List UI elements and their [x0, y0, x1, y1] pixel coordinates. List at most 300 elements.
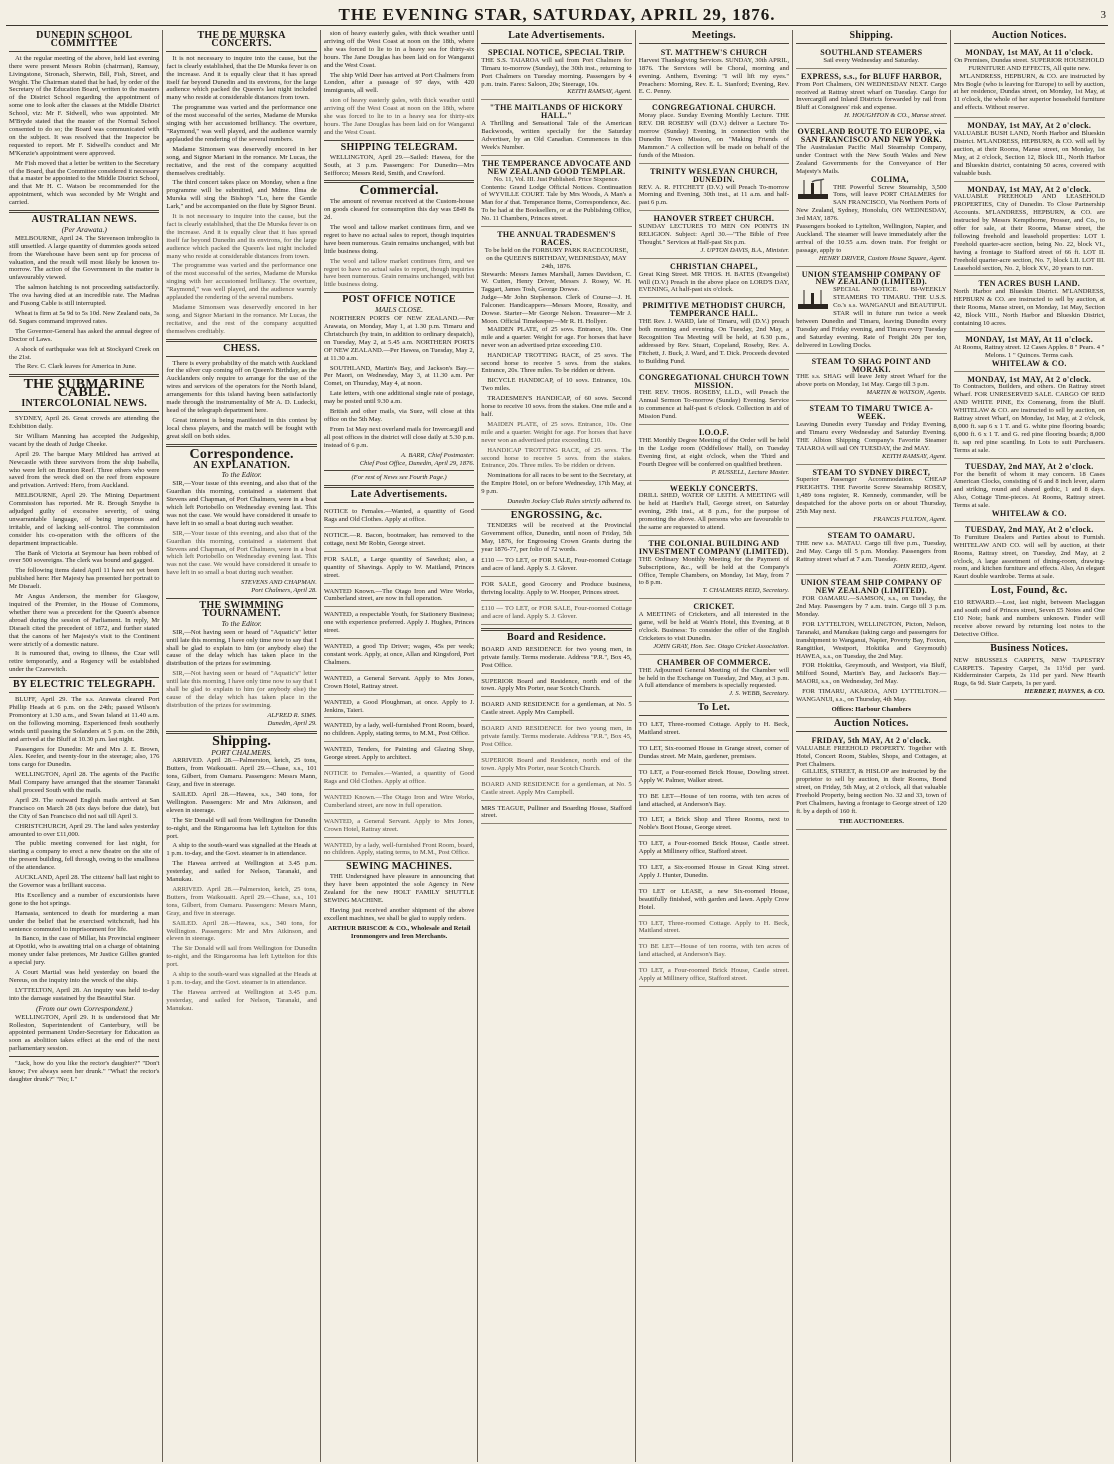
signature: MARTIN & WATSON, Agents.: [866, 389, 947, 397]
headline: Late Advertisements.: [350, 489, 448, 501]
ad-heading: CHRISTIAN CHAPEL,: [670, 261, 758, 271]
article-paragraph: April 29. The outward English mails arrived at San Francisco on March 28 (six days before due date), but the City of San Francisco did not sail till April 3.: [9, 796, 160, 820]
headline: SHIPPING TELEGRAM.: [340, 141, 458, 153]
ad-heading: PRIMITIVE METHODIST CHURCH, TEMPERANCE HALL.: [642, 301, 786, 319]
ad-text: On Premises, Dundas street. SUPERIOR HOUSEHOLD FURNITURE AND EFFECTS, All quite new.: [954, 56, 1105, 72]
column-1: [6, 30, 163, 1462]
article-paragraph: WELLINGTON, April 29.—Sailed: Hawea, for the South, at 3 p.m. Passengers: For Dunedin—Mrs Seifforco; Messrs Reid, Smith, and Crawford.: [323, 153, 475, 177]
ad-text: MAIDEN PLATE, of 25 sovs. Entrance, 10s. One mile and a quarter. Weight for age. For horses that have never won an advertised prize exceeding £10.: [481, 325, 632, 349]
classified-ad: WANTED, a General Servant. Apply to Mrs Jones, Crown Hotel, Rattray street.: [324, 816, 474, 838]
article-paragraph: The Hawea arrived at Wellington at 3.45 p.m. yesterday, and sailed for Nelson, Taranaki, and Manukau.: [166, 860, 317, 884]
signature: T. CHALMERS REID, Secretary.: [702, 587, 790, 595]
ad-auction-furniture: [954, 47, 1105, 118]
article-paragraph: The public meeting convened for last night, for starting a company to erect a new theatre on the site of the present building, fell through, owing to the smallness of the attendance.: [9, 840, 160, 872]
article-paragraph: ARRIVED. April 28.—Palmerston, ketch, 25 tons, Butters, from Waikouaiti. April 29.—Chase, s.s., 101 tons, Gilbert, from Oamaru. Passengers: Messrs Mann, Gray, and five in steerage.: [166, 886, 317, 917]
masthead: [6, 4, 1108, 26]
article-paragraph: Madame Simonsen was deservedly encored in her song, and Signor Mariani in the romance. Mr Lucas, the recitative, and the rest of the company acquitted themselves creditably.: [166, 145, 317, 177]
classified-ad: BOARD AND RESIDENCE for a gentleman, at No. 5 Castle street. Apply Mrs Campbell.: [481, 699, 631, 721]
article-paragraph: SIR,—Your issue of this evening, and also that of the Guardian this morning, contained a statement that Stevens and Chapman, of Port Chalmers, were in a boat which left Portobello on Wednesday evening last. This was not the case. We would have considered it unsafe to have left in so small a boat during such weather.: [166, 480, 317, 527]
ad-text: FOR TIMARU, AKAROA, AND LYTTELTON.—WANGANUI, s.s., on Thursday, 4th May.: [796, 688, 947, 704]
signature: A. BARR, Chief Postmaster.: [401, 451, 475, 459]
ad-heading: CONGREGATIONAL CHURCH.: [652, 103, 776, 113]
ad-shag-point: [796, 356, 946, 402]
headline: AN EXPLANATION.: [193, 459, 291, 471]
article-paragraph: British and other mails, via Suez, will close at this office on the 5th May.: [323, 408, 475, 423]
ad-heading: MONDAY, 1st MAY, At 2 o'clock.: [967, 184, 1092, 194]
ad-christian-chapel: [639, 261, 789, 299]
headline: Lost, Found, &c.: [990, 585, 1068, 597]
ad-heading: OVERLAND ROUTE TO EUROPE, via SAN FRANCISCO AND NEW YORK.: [797, 127, 946, 145]
article-paragraph: MELBOURNE, April 24. The Stevenson imbroglio is still unsettled. A large quantity of dummies goods seized from the Warehouse have been sent up for process of valuation, and the result will most likely be known to-morrow. The action of the Government in the matter is unfavourably viewed.: [9, 234, 160, 282]
classified-ad: £110 — TO LET, or FOR SALE, Four-roomed Cottage and acre of land. Apply S. J. Glover.: [481, 555, 631, 577]
ad-text: To be had at the Booksellers, or at the Publishing Office, No. 11 Chambers, Princes street.: [481, 207, 632, 223]
subheadline: (From our own Correspondent.): [35, 1003, 133, 1013]
divider: [9, 677, 159, 678]
ad-heading: STEAM TO SHAG POINT AND MORAKI.: [811, 356, 931, 374]
article-paragraph: BLUFF, April 29. The s.s. Arawata cleared Port Phillip Heads at 6 p.m. on the 24th; passed Wilson's Promontory at 1.30 a.m., and Swan Island at 11.40 a.m. on the following morning. Experienced fresh southerly winds until passing the Solanders at 5 p.m. on the 28th, and arrived at the Bluff at 10.30 p.m. last night.: [9, 696, 160, 743]
ad-heading: EXPRESS, s.s., for BLUFF HARBOR,: [800, 71, 942, 81]
ad-text: THE Monthly Degree Meeting of the Order will be held in the Lodge room (Oddfellows' Hall), on Tuesday Evening first, at eight o'clock, when the Third and Fourth Degree will be conferred on qualified brethren.: [638, 436, 790, 468]
article-paragraph: The following items dated April 11 have not yet been published here: Her Majesty has presented her portrait to Mr Disraeli.: [9, 567, 160, 591]
article-paragraph: The amount of revenue received at the Custom-house on goods cleared for consumption this day was £849 8s 2d.: [323, 198, 475, 222]
divider: [9, 210, 159, 213]
ad-heading: MONDAY, 1st MAY, At 11 o'clock.: [965, 47, 1094, 57]
article-paragraph: In Banco, in the case of Millar, his Provincial engineer at Opotiki, who is awaiting trial on a charge of obtaining money under false pretences, Mr Justice Gillies granted a special jury.: [9, 935, 160, 967]
headline: Shipping.: [212, 733, 272, 749]
ad-text: Leaving Dunedin every Tuesday and Friday Evening, and Timaru every Wednesday and Saturday Evening. THE Albion Shipping Company's Favorite Steamer TAIAROA will sail ON TUESDAY, the 2nd MAY.: [796, 420, 947, 452]
article-paragraph: There is every probability of the match with Auckland for the silver cup coming off on Queen's Birthday, as the Aucklanders only require to arrange for the use of the wires and services of the operators for the North Island, arrangements for this island having been satisfactorily made through the instrumentality of Mr A. D. Ludecki, head of the telegraph department here.: [166, 359, 317, 414]
article-paragraph: WELLINGTON, April 28. The agents of the Pacific Mail Company have arranged that the steamer Taranaki shall proceed South with the mails.: [9, 771, 160, 795]
ad-primitive-methodist: [639, 300, 789, 369]
ad-text: Great King Street. MR THOS. H. BATES (Evangelist) Will (D.V.) Preach in the above place on LORD'S DAY, EVENING, At half-past six o'clock.: [638, 270, 790, 294]
article-paragraph: The Rev. C. Clark leaves for America in June.: [15, 363, 137, 371]
ad-heading: SPECIAL NOTICE, SPECIAL TRIP.: [487, 47, 625, 57]
ad-auction-property: [796, 735, 946, 830]
signature: KEITH RAMSAY, Agent.: [567, 88, 632, 96]
ad-text: NEW BRUSSELS CARPETS, NEW TAPESTRY CARPETS. Tapestry Carpet, 3s 11½d per yard. Kidderminster Carpets, 2s 11d per yard. New Hearth Rugs, 6s 9d. Stair Carpets, 1s per yard.: [953, 656, 1105, 688]
ad-heading: TUESDAY, 2nd MAY, At 2 o'clock.: [964, 524, 1094, 534]
signature: THE AUCTIONEERS.: [838, 817, 904, 825]
classified-ad: FOR SALE, a Large quantity of Sawdust; also, a quantity of Shavings. Apply to W. Maitland, Princes street.: [324, 554, 474, 584]
auctioneer-name: WHITELAW & CO.: [991, 358, 1067, 368]
headline: SEWING MACHINES.: [346, 861, 453, 873]
headline: Correspondence.: [189, 446, 294, 462]
headline: Auction Notices.: [991, 30, 1067, 41]
ad-text: SPECIAL NOTICE. BI-WEEKLY STEAMERS TO TIMARU. THE U.S.S. Co.'s s.s. WANGANUI and BEAUTIFUL STAR will in future run twice a week between Dunedin and Timaru, leaving Dunedin every Tuesday and Friday evening, and Timaru every Tuesday and Saturday evening. Rate of Freight 20s per ton, delivered in Lowling Docks.: [796, 286, 947, 349]
ad-text: TENDERS will be received at the Provincial Government office, Dunedin, until noon of Friday, 5th May, 1876, for Engrossing Crown Grants during the year 1876-77, per folio of 72 words.: [481, 521, 632, 553]
ad-text: To Furniture Dealers and Parties about to Furnish. WHITELAW AND CO. will sell by auction, at their Rooms, Rattray street, on Tuesday, 2nd May, at 2 o'clock, A large assortment of dining-room, drawing-room, and kitchen furniture and effects. Also, An elegant Kauri double wardrobe. Terms at sale.: [953, 533, 1105, 581]
article-paragraph: Great interest is being manifested in this contest by local chess players, and the match will be fought with great skill on both sides.: [166, 416, 317, 440]
ad-heading: THE TEMPERANCE ADVOCATE AND NEW ZEALAND GOOD TEMPLAR.: [481, 158, 632, 176]
classified-ad: NOTICE to Females.—Wanted, a quantity of Good Rags and Old Clothes. Apply at office.: [324, 506, 474, 528]
ad-heading: UNION STEAMSHIP COMPANY OF NEW ZEALAND (LIMITED).: [801, 269, 941, 287]
divider: [639, 715, 789, 716]
ad-heading: TEN ACRES BUSH LAND.: [978, 279, 1081, 289]
ad-timaru-twice: [796, 403, 946, 464]
ad-text: GILLIES, STREET, & HISLOP are instructed by the proprietor to sell by auction, in their Rooms, Bond street, on Friday, 5th May, at 2 o'clock, all that valuable Freehold Property, being section No. 32 and 33, town of Port Chalmers, having a frontage to George street of 120 ft. by a depth of 160 ft.: [796, 768, 947, 815]
signature: ALFRED R. SIMS.: [267, 711, 317, 719]
ad-text: VALUABLE FREEHOLD PROPERTY. Together with Hotel, Concert Room, Stables, Shops, and Cottages, at Port Chalmers.: [796, 744, 947, 768]
article-paragraph: The Sir Donald will sail from Wellington for Dunedin to-night, and the Ringarooma has left Lyttelton for this port.: [166, 816, 317, 840]
ad-chamber-commerce: [639, 657, 789, 703]
article-paragraph: SYDNEY, April 26. Great crowds are attending the Exhibition daily.: [9, 415, 160, 430]
article-paragraph: The third concert takes place on Monday, when a fine programme will be submitted, and Mdme. Ilma de Murska will sing the Bishop's "Lo, here the Gentle Lark," and be accompanied on the flute by Signor Bruni.: [166, 179, 317, 211]
page-number: 3: [1100, 8, 1106, 21]
column-6: [793, 30, 950, 1462]
article-paragraph: Mr Fish moved that a letter be written to the Secretary of the Board, that the Committee considered it necessary that a master be appointed to the Middle District School, and that Mr H. C. Watson be recommended for the appointment, which was seconded by Mr Wright and carried.: [9, 159, 160, 207]
ad-text: £10 REWARD.—Lost, last night, between Maclaggan and south end of Princes street, Seven £5 Notes and One £10 Note; bank and numbers unknown. Finder will receive above reward by returning lost notes to the Detective Office.: [953, 599, 1105, 638]
masthead-title: THE EVENING STAR, SATURDAY, APRIL 29, 1876.: [338, 4, 776, 24]
article-paragraph: The programme was varied and the performance one of the most successful of the series, Madame de Murska singing with her accustomed brilliancy. The overture, "Raymond," was well played, and the audience warmly applauded the rendering of the several numbers.: [166, 262, 317, 302]
signature: H. HOUGHTON & CO., Manse street.: [844, 112, 947, 120]
ad-text: North Harbor and Blueskin District. M'LANDRESS, HEPBURN & CO. are instructed to sell by auction, at their Rooms, Manse street, on Monday, 1st May, Section 42, Block VIII., North Harbor and Blueskin District, containing 10 acres.: [953, 288, 1105, 327]
ad-text: THE Powerful Screw Steamship, 3,500 Tons, will leave PORT CHALMERS for SAN FRANCISCO, Via Northern Ports of New Zealand, Sydney, Honolulu, ON WEDNESDAY, 3rd MAY, 1876.: [796, 183, 947, 223]
ad-text: THE REV. THOS. ROSEBY, LL.D., will Preach the Annual Sermon To-morrow (Sunday) Evening. Service to commence at half-past 6 o'clock. Collection in aid of Mission Fund.: [638, 389, 790, 421]
ad-carpets: [954, 655, 1105, 701]
ad-auction-freehold: [954, 184, 1105, 277]
signature: HERBERT, HAYNES, & CO.: [1024, 688, 1105, 696]
ad-text: At Rooms, Rattray street. 12 Cases Apples. 8 " Pears. 4 " Melons. 1 " Quinces. Terms cash.: [954, 343, 1105, 359]
ad-text: Nominations for all races to be sent to the Secretary, at the Empire Hotel, on or before Wednesday, 17th May, at 9 p.m.: [481, 472, 632, 496]
divider: [9, 411, 159, 412]
article-paragraph: At the regular meeting of the above, held last evening there were present Messrs Robin (chairman), Ramsay, Livingstone, Stronach, Sherwin, Bill, Fish, Street, and Wright. The Chairman stated that he had, by order of the Secretary of the Education Board, written to the masters of the District School regarding the appointment of some one to look after the classes at the Middle District School, viz: Mr F. Sidwell, who was appointed. Mr M'Bryde stated that the master of the Normal School consented to do so; the Board was communicated with on the subject. It was resolved that the Inspector be requested to report. Mr F. Sidwell's conduct and Mr M'Kenzie's appointment were approved.: [9, 54, 160, 157]
ad-reward: [954, 597, 1105, 643]
ad-text: For the benefit of whom it may concern. 18 Cases American Clocks, consisting of 6 and 8 inch lever, alarm and striking, round and shared gothic, 1 and 8 days. Also, Cottage Time-pieces. At Rooms, Rattray street. Terms at sale.: [953, 470, 1105, 510]
headline: AUSTRALIAN NEWS.: [31, 214, 137, 226]
ad-cricket: [639, 601, 789, 654]
ad-text: A MEETING of Cricketers, and all interested in the game, will be held at Wain's Hotel, this Evening, at 8 o'clock. Business: To consider the offer of the English Cricketers to visit Dunedin.: [638, 611, 790, 642]
dateline: Port Chalmers, April 28.: [251, 587, 317, 595]
divider: [481, 628, 631, 631]
ad-text: TRADESMEN'S HANDICAP, of 60 sovs. Second horse to receive 10 sovs. from the stakes. One mile and a half.: [481, 395, 632, 418]
article-paragraph: Mr Angus Anderson, the member for Glasgow, inquired of the Premier, in the House of Commons, whether there was a precedent for the Queen's absence abroad during the session of Parliament. In reply, Mr Disraeli cited the precedent of 1872, and further stated that the canons of her Majesty's visit to the Continent were strictly of a domestic nature.: [9, 593, 160, 648]
ad-express: [796, 71, 946, 124]
signature: STEVENS AND CHAPMAN.: [240, 579, 317, 587]
ad-heading: TRINITY WESLEYAN CHURCH, DUNEDIN.: [650, 166, 778, 184]
signature: HENRY DRIVER, Custom House Square, Agent.: [818, 254, 947, 262]
article-paragraph: THE Undersigned have pleasure in announcing that they have been appointed the sole Agency in New Zealand for the new HOLT FAMILY SHUTTLE SEWING MACHINE.: [323, 873, 475, 904]
article-paragraph: Passengers for Dunedin: Mr and Mrs J. E. Brown, Alex. Keefer, and twenty-four in the steerage; also, 176 tons cargo for Dunedin.: [9, 745, 160, 769]
ad-text: From Port Chalmers, ON WEDNESDAY NEXT. Cargo received at Rattray street wharf on Tuesday. Cargo for Invercargill and Inland Districts forwarded by rail from Bluff at Consignees' risk and expense.: [796, 80, 947, 112]
subheadline: MAILS CLOSE.: [375, 305, 424, 315]
article-paragraph: A shock of earthquake was felt at Stockyard Creek on the 21st.: [9, 345, 160, 361]
ad-union-steamship-2: [796, 577, 946, 718]
dateline: Chief Post Office, Dunedin, April 29, 1876.: [359, 459, 475, 467]
divider: [324, 485, 474, 488]
ad-st-matthews: [639, 47, 789, 100]
article-paragraph: SIR,—Not having seen or heard of "Aquatic's" letter until late this morning, I have only time now to say that I shall be glad to explain to him (or anybody else) the cause of the delay which has taken place in the distribution of the prizes for swimming.: [166, 628, 317, 668]
column-7: [951, 30, 1108, 1462]
ad-text: Superior Passenger Accommodation. CHEAP FREIGHTS. THE Favorite Screw Steamship ROSEY, 1,489 tons register, R. Kennedy, commander, will be despatched for the above ports on or about Thursday, 25th May next.: [796, 476, 947, 516]
article-paragraph: ARRIVED. April 28.—Palmerston, ketch, 25 tons, Butters, from Waikouaiti. April 29.—Chase, s.s., 101 tons, Gilbert, from Oamaru. Passengers: Messrs Mann, Gray, and five in steerage.: [166, 757, 317, 789]
classified-ad: WANTED, by a lady, well-furnished Front Room, board, no children. Apply, stating terms, to M.M., Post Office.: [324, 720, 474, 742]
ad-text: VALUABLE FREEHOLD AND LEASEHOLD PROPERTIES, City of Dunedin. To Close Partnership Accounts. M'LANDRESS, HEPBURN, & CO. are instructed by Messrs Kempthorne, Prosser, and Co., to offer for sale, at their Rooms, Manse street, the following freehold and leasehold properties: LOT I. Freehold quarter-acre section, being No. 22, block VI., having a frontage to Stafford street of 66 ft. LOT II. Freehold quarter-acre section, No. 7, block LII. LOT III. Leasehold section, No. 2, block XV., 20 years to run.: [953, 193, 1105, 272]
headline: INTERCOLONIAL NEWS.: [21, 398, 148, 410]
ad-heading: SOUTHLAND STEAMERS: [820, 47, 923, 57]
classified-ad: WANTED Known.—The Otago Iron and Wire Works, Cumberland street, are now in full operation.: [324, 792, 474, 814]
article-paragraph: From 1st May next overland mails for Invercargill and all post offices in the district will close daily at 5.30 p.m. instead of 6 p.m.: [323, 425, 475, 449]
column-5: [636, 30, 793, 1462]
ad-heading: STEAM TO SYDNEY DIRECT,: [812, 467, 931, 477]
article-paragraph: NORTHERN PORTS OF NEW ZEALAND.—Per Arawata, on Monday, May 1, at 1.30 p.m. Timaru and Christchurch (by train, in addition to ordinary despatch), on Tuesday, May 2, at 5.45 a.m. NORTHERN PORTS OF NEW ZEALAND.—Per Hawea, on Tuesday, May 2, at 11.30 a.m.: [323, 315, 475, 362]
auctioneer-name: WHITELAW & CO.: [991, 509, 1067, 519]
article-paragraph: AUCKLAND, April 28. The citizens' ball last night to the Governor was a brilliant success.: [9, 874, 160, 889]
ad-text: HANDICAP TROTTING RACE, of 25 sovs. The second horse to receive 5 sovs. from the stakes. Entrance, 20s. Three miles. To be ridden or driven.: [481, 446, 632, 470]
article-paragraph: Late letters, with one additional single rate of postage, may be posted until 9.30 a.m.: [323, 390, 475, 406]
ad-text: MAIDEN PLATE, of 25 sovs. Entrance, 10s. One mile and a quarter. Weight for age. For horses that have never won an advertised prize exceeding £10.: [481, 420, 632, 444]
classified-ad: WANTED, Tenders, for Painting and Glazing Shop, George street. Apply to architect.: [324, 744, 474, 766]
headline: THE SWIMMING TOURNAMENT.: [199, 600, 284, 619]
ad-heading: FRIDAY, 5th MAY, At 2 o'clock.: [811, 735, 932, 745]
article-paragraph: SOUTHLAND, Martin's Bay, and Jackson's Bay.—Per Maori, on Wednesday, May 3, at 11.30 a.m. Per Comet, on Thursday, May 4, at noon.: [323, 364, 475, 388]
article-paragraph: The wool and tallow market continues firm, and we regret to have no actual sales to report, though inquiries have been numerous. Grain remains unchanged, with but little business doing.: [323, 224, 475, 255]
article-paragraph: It is rumoured that, owing to illness, the Czar will retire temporarily, and a Regency will be established under the Czarewitch.: [9, 650, 160, 674]
article-paragraph: A Court Martial was held yesterday on board the Nereus, on the inquiry into the wreck of the ship.: [9, 969, 160, 984]
ad-auction-clocks: [954, 461, 1105, 522]
classified-ad: BOARD AND RESIDENCE for two young men, in private family. Terms moderate. Address "P.R.", Box 45, Post Office.: [481, 723, 631, 753]
subheadline: To the Editor.: [221, 470, 262, 480]
ad-text: No. 11, Vol. III. Just Published. Price Sixpence.: [493, 175, 620, 183]
ad-text: To be held on the FORBURY PARK RACECOURSE, on the QUEEN'S BIRTHDAY, WEDNESDAY, MAY 24th, 1876.: [484, 246, 629, 270]
subheadline: To the Editor.: [221, 618, 262, 628]
ad-text: DRILL SHED, WATER OF LEITH. A MEETING will be held at Hardie's Hall, George street, on Saturday evening, 29th inst., at 8 p.m., for the purpose of promoting the above. All persons who are favourable to the same are requested to attend.: [638, 492, 790, 532]
ad-heading: WEEKLY CONCERTS.: [669, 483, 758, 493]
ad-heading: STEAM TO TIMARU TWICE A-WEEK.: [809, 404, 934, 422]
divider: [954, 43, 1105, 44]
classified-ad: TO LET, a Brick Shop and Three Rooms, next to Noble's Boot House, George street.: [639, 814, 789, 836]
signature: FRANCIS FULTON, Agent.: [873, 515, 947, 523]
headline: POST OFFICE NOTICE: [342, 294, 456, 306]
classified-ad: BOARD AND RESIDENCE for a gentleman, at No. 5 Castle street. Apply Mrs Campbell.: [481, 779, 631, 801]
ad-heading: CRICKET.: [693, 602, 735, 612]
classified-ad: TO BE LET—House of ten rooms, with ten acres of land attached, at Anderson's Bay.: [639, 791, 789, 813]
dateline: Dunedin, April 29.: [267, 719, 317, 727]
ad-auction-fruit: [954, 334, 1105, 372]
ad-congregational: [639, 102, 789, 163]
headline: DUNEDIN SCHOOL COMMITTEE: [36, 30, 133, 49]
divider: [796, 731, 946, 732]
signature: Offices: Harbour Chambers: [831, 705, 911, 713]
ad-heading: MONDAY, 1st MAY, At 2 o'clock.: [967, 121, 1092, 131]
ad-overland-route: [796, 126, 946, 266]
headline: Meetings.: [691, 30, 736, 41]
classified-ad: WANTED, a General Servant. Apply to Mrs Jones, Crown Hotel, Rattray street.: [324, 673, 474, 695]
ad-text: SUNDAY LECTURES TO MEN ON POINTS IN RELIGION. Subject: April 30.—"The Bible of Free Thought." Services at Half-past Six p.m.: [638, 223, 790, 246]
ad-text: FOR Hokitika, Greymouth, and Westport, via Bluff, Milford Sound, Martin's Bay, and Jackson's Bay.—MAORI, s.s., on Wednesday, 3rd May.: [796, 662, 947, 686]
headline: Commercial.: [359, 183, 439, 199]
ad-auction-bush-land: [954, 120, 1105, 181]
ad-temperance: [481, 158, 631, 227]
ad-text: THE S.S. TAIAROA will sail from Port Chalmers for Timaru to-morrow (Sunday), the 30th inst., returning to Port Chalmers on Tuesday morning. Passengers by 4 p.m. train. Fares: Saloon, 20s; Steerage, 10s.: [481, 56, 632, 88]
article-paragraph: SAILED. April 28.—Hawea, s.s., 340 tons, for Wellington. Passengers: Mr and Mrs Atkinson, and eleven in steerage.: [166, 791, 317, 814]
ad-heading: THE COLONIAL BUILDING AND INVESTMENT COMPANY (LIMITED).: [638, 538, 789, 556]
ad-races: [481, 229, 631, 510]
classified-ad: TO LET, a Four-roomed Brick House, Castle street. Apply at Millinery office, Stafford street.: [639, 965, 789, 987]
classified-ad: WANTED Known.—The Otago Iron and Wire Works, Cumberland street, are now in full operation.: [324, 586, 474, 608]
column-2: [163, 30, 320, 1462]
ad-heading: HANOVER STREET CHURCH.: [653, 214, 775, 224]
article-paragraph: It is not necessary to inquire into the cause, but the fact is clearly established, that the De Murska fever is on the increase. And it is equally clear that it has spread itself far beyond Dunedin and its environs, for the large audience which packed the Queen's last night included many who reside at considerable distances from town.: [166, 54, 317, 102]
classified-ad: BOARD AND RESIDENCE for two young men, in private family. Terms moderate. Address "P.R.", Box 45, Post Office.: [481, 644, 631, 674]
ad-ioof: [639, 427, 789, 480]
headline: CHESS.: [223, 342, 261, 354]
ad-text: Stewards: Messrs James Marshall, James Davidson, C. W. Cutten, Henry Driver, Messrs J. Rosey, W. H. Taggart, James Tosh, George Dowse.: [481, 270, 632, 294]
headline: To Let.: [697, 702, 731, 714]
subheadline: PORT CHALMERS.: [211, 747, 272, 757]
article-paragraph: Wheat is firm at 5s 9d to 5s 10d. New Zealand oats, 3s 6d. Sugars command improved rates.: [9, 310, 160, 325]
ad-text: VALUABLE BUSH LAND, North Harbor and Blueskin District. M'LANDRESS, HEPBURN, & CO. will sell by auction, at their Rooms, Manse street, on Monday, 1st May, at 2 o'clock, Section 12, Block III., North Harbor and Blueskin district, containing 50 acres, covered with valuable bush.: [953, 130, 1105, 177]
column-4: [478, 30, 635, 1462]
divider: [324, 470, 474, 471]
ad-building-company: [639, 538, 789, 599]
ad-serial: [481, 102, 631, 155]
ad-text: Harvest Thanksgiving Services. SUNDAY, 30th APRIL, 1876. The Services will be Choral, morning and evening. Anthem, Evening: "I will lift my eyes." Preachers: Morning, Rev. E. L. Stanford; Evening, Rev. E. C. Penny.: [638, 56, 790, 96]
classified-ad: TO LET, Three-roomed Cottage. Apply to H. Beck, Maitland street.: [639, 918, 789, 940]
ad-text: The Australasian Pacific Mail Steamship Company, under Contract with the New South Wales and New Zealand Governments for the Conveyance of Her Majesty's Mails.: [796, 143, 947, 175]
article-paragraph: The Sir Donald will sail from Wellington for Dunedin to-night, and the Ringarooma has left Lyttelton for this port.: [166, 945, 317, 969]
article-paragraph: The ship Wild Deer has arrived at Port Chalmers from London, after a passage of 97 days, with 420 immigrants, all well.: [323, 71, 475, 95]
classified-ad: FOR SALE, good Grocery and Produce business, thriving locality. Apply to W. Hooper, Princes street.: [481, 579, 631, 601]
headline: Board and Residence.: [506, 631, 606, 643]
ad-text: THE Rev. J. WARD, late of Timaru, will (D.V.) preach both morning and evening. On Tuesday, 2nd May, a Recognition Tea Meeting will be held, at 6.30 p.m., addressed by Rev. Stuart, Copeland, Roseby, Rev. A. Fitchett, J. Buck, J. Ward, and T. Dick. Proceeds devoted to Building Fund.: [638, 318, 790, 365]
ad-sydney-direct: [796, 467, 946, 528]
ad-weekly-concerts: [639, 483, 789, 536]
columns: [6, 30, 1108, 1462]
article-paragraph: Hamasia, sentenced to death for murdering a man under the belief that he exercised witchcraft, had his sentence commuted to imprisonment for life.: [9, 909, 160, 933]
signature: JOHN GRAY, Hon. Sec. Otago Cricket Association.: [653, 642, 790, 650]
classified-ad: SUPERIOR Board and Residence, north end of the town. Apply Mrs Porter, near Scotch Church.: [481, 755, 631, 777]
classified-ad: TO LET, Six-roomed House in Grange street, corner of Dundas street. Mr Main, gardener, premises.: [639, 743, 789, 765]
ad-heading: CHAMBER OF COMMERCE.: [656, 657, 771, 667]
divider: [324, 292, 474, 293]
classified-ad: MRS TEAGUE, Pulliner and Boarding House, Stafford street.: [481, 803, 631, 825]
ad-heading: STEAM TO OAMARU.: [827, 530, 916, 540]
classified-ad: WANTED, by a lady, well-furnished Front Room, board, no children. Apply, stating terms, to M.M., Post Office.: [324, 840, 474, 862]
divider: [639, 43, 789, 44]
article-paragraph: SAILED. April 28.—Hawea, s.s., 340 tons, for Wellington. Passengers: Mr and Mrs Atkinson, and eleven in steerage.: [166, 919, 317, 943]
headline: Late Advertisements.: [508, 30, 605, 41]
signature: P. RUSSELL, Lecture Master.: [711, 468, 790, 476]
classified-ad: WANTED, a good Tip Driver; wages, 45s per week; constant work. Apply, at once, Allan and Kingsford, Port Chalmers.: [324, 641, 474, 671]
ad-text: THE s.s. SHAG will leave Jetty street Wharf for the above ports on Monday, 1st May. Cargo till 3 p.m.: [796, 373, 947, 389]
continuation-note: (For rest of News see Fourth Page.): [351, 474, 447, 482]
headline: Auction Notices.: [833, 717, 909, 729]
article-paragraph: The Governor-General has asked the annual degree of Doctor of Laws.: [9, 327, 160, 343]
ad-text: THE new s.s. MATAU. Cargo till five p.m., Tuesday, 2nd May. Cargo till 5 p.m. Monday. Passengers from Rattray street wharf at 7 a.m. Tuesday.: [796, 539, 947, 563]
article-paragraph: April 29. The barque Mary Mildred has arrived at Newcastle with three survivors from the ship Isabella, who were left on Brunton Reef. Three others who were saved from the wreck died on the reef from exposure and privation. Arrived: Hero, from Auckland.: [9, 450, 160, 490]
signature: J. S. WEBB, Secretary.: [729, 690, 790, 698]
ad-heading: TUESDAY, 2nd MAY, At 2 o'clock.: [964, 461, 1094, 471]
headline: Business Notices.: [990, 642, 1069, 654]
ad-heading: "THE MAITLANDS OF HICKORY HALL.": [489, 103, 624, 121]
divider: [166, 598, 316, 599]
article-paragraph: His Excellency and a number of excursionists have gone to the hot springs.: [9, 891, 160, 907]
ad-heading: CONGREGATIONAL CHURCH TOWN MISSION.: [638, 372, 789, 390]
ad-text: FOR LYTTELTON, WELLINGTON, Picton, Nelson, Taranaki, and Manukau (taking cargo and passengers for transhipment to Wanganui, Napier, Poverty Bay, Foxton, Rangitikei, Westport, Hokitika and Greymouth) HAWEA, s.s., on Tuesday, the 2nd May.: [796, 620, 947, 660]
article-paragraph: SIR,—Your issue of this evening, and also that of the Guardian this morning, contained a statement that Stevens and Chapman, of Port Chalmers, were in a boat which left Portobello on Wednesday evening last. This was not the case. We would have considered it unsafe to have left in so small a boat during such weather.: [166, 529, 317, 577]
classified-ad: TO LET, a Four-roomed Brick House, Castle street. Apply at Millinery office, Stafford street.: [639, 838, 789, 860]
article-paragraph: The Bank of Victoria at Seymour has been robbed of over 500 sovereigns. The clerk was bound and gagged.: [9, 549, 160, 565]
ad-heading: COLIMA,: [870, 174, 909, 184]
article-paragraph: Madame Simonsen was deservedly encored in her song, and Signor Mariani in the romance. Mr Lucas, the recitative, and the rest of the company acquitted themselves creditably.: [166, 304, 317, 335]
divider: [9, 692, 159, 693]
ad-text: Contents: Grand Lodge Official Notices. Continuation of WYVILLE COURT. Tale by Mrs Woods, A Man's a Man for a' that. Temperance Items, Correspondence, &c.: [481, 183, 632, 207]
article-paragraph: The programme was varied and the performance one of the most successful of the series, Madame de Murska singing with her accustomed brilliancy. The overture, "Raymond," was well played, and the audience warmly applauded the rendering of the several numbers.: [166, 104, 317, 143]
divider: [9, 1056, 159, 1057]
ad-text: THE Adjourned General Meeting of the Chamber will be held in the Exchange on Tuesday, 2nd May, at 3 p.m. A full attendance of members is specially requested.: [638, 666, 790, 690]
classified-ad: TO LET, a Six-roomed House in Great King street. Apply J. Hunter, Dunedin.: [639, 862, 789, 884]
article-paragraph: LYTTELTON, April 28. An inquiry was held to-day into the damage sustained by the Beautiful Star.: [9, 986, 160, 1002]
signature: KEITH RAMSAY, Agent.: [882, 452, 947, 460]
classified-ad: WANTED, a Good Ploughman, at once. Apply to J. Jenkins, Taieri.: [324, 697, 474, 719]
divider: [166, 51, 316, 52]
classified-ad: NOTICE to Females.—Wanted, a quantity of Good Rags and Old Clothes. Apply at office.: [324, 768, 474, 790]
ad-text: Passengers booked to Lyttelton, Wellington, Napier, and Auckland. The steamer will leave immediately after the arrival of the 10.55 a.m. down train. For freight or passage, apply to: [796, 223, 947, 254]
classified-ad: TO LET, a Four-roomed Brick House, Dowling street. Apply W. Palmer, Walker street.: [639, 767, 789, 789]
classified-ad: WANTED, a respectable Youth, for Stationery Business; one with experience preferred. Apply J. Hughes, Princes street.: [324, 609, 474, 639]
headline: THE DE MURSKA CONCERTS.: [197, 30, 286, 49]
headline: ENGROSSING, &c.: [510, 509, 603, 521]
ad-auction-furnish: [954, 524, 1105, 585]
article-paragraph: "Jack, how do you like the rector's daughter?" "Don't know; I've always seen her drunk." "What! the rector's daughter drunk?" "No; I.": [9, 1060, 160, 1083]
ad-text: Moray place. Sunday Evening Monthly Lecture. THE REV. DR ROSEBY will (D.V.) deliver a Lecture To-morrow (Sunday) Evening, in connection with the Dunedin Town Mission, on "Making Friends of Mammon." A collection will be made on behalf of the funds of the Mission.: [638, 112, 790, 159]
article-paragraph: It is not necessary to inquire into the cause, but the fact is clearly established, that the De Murska fever is on the increase. And it is equally clear that it has spread itself far beyond Dunedin and its environs, for the large audience which packed the Queen's last night included many who reside at considerable distances from town.: [166, 213, 317, 260]
article-paragraph: sion of heavy easterly gales, with thick weather until arriving off the West Coast at noon on the 18th, where she was forced to lie to in a heavy sea for thirty-six hours. The Jane Douglas has been laid on for Wanganui and the West Coast.: [323, 30, 475, 69]
ad-hanover: [639, 213, 789, 259]
divider: [324, 502, 474, 503]
ad-union-steamship: [796, 269, 946, 354]
divider: [9, 51, 159, 52]
signature: Dunedin Jockey Club Rules strictly adhered to.: [507, 498, 632, 506]
ad-text: BICYCLE HANDICAP, of 10 sovs. Entrance, 10s. Two miles.: [481, 377, 632, 393]
ad-auction-timber: [954, 374, 1105, 459]
signature: ARTHUR BRISCOE & CO., Wholesale and Retail Ironmongers and Iron Merchants.: [327, 924, 471, 940]
classified-ad: TO BE LET—House of ten rooms, with ten acres of land attached, at Anderson's Bay.: [639, 941, 789, 963]
ad-text: To Contractors, Builders, and others. On Rattray street Wharf. FOR UNRESERVED SALE. CARGO OF RED AND WHITE PINE, Ex Comerang, from the Bluff. WHITELAW & CO. are instructed to sell by auction, on Rattray street Wharf, on Monday, 1st May, at 2 o'clock, 8,000 ft. sap 6 x 1 T. and G. white pine flooring boards; 6,000 ft. 6 x 1 T. and G. red pine flooring boards; 8,000 ft. sap red pine scantling. In Lots to suit Purchasers. Terms at sale.: [953, 383, 1105, 454]
ad-special-trip: [481, 47, 631, 100]
ad-text: REV. A. R. FITCHETT (D.V.) will Preach To-morrow Morning and Evening, 30th inst., at 11 a.m. and half-past 6 p.m.: [638, 183, 790, 207]
ad-text: HANDICAP TROTTING RACE, of 25 sovs. The second horse to receive 5 sovs. from the stakes. Entrance, 20s. Three miles. To be ridden or driven.: [481, 351, 632, 375]
ad-trinity: [639, 166, 789, 212]
article-paragraph: The wool and tallow market continues firm, and we regret to have no actual sales to report, though inquiries have been numerous. Grain remains unchanged, with but little business doing.: [323, 257, 475, 289]
divider: [166, 356, 316, 357]
article-paragraph: The salmon hatching is not proceeding satisfactorily. The ova having died at an incredible rate. The Madras and Fusong Cable is still interrupted.: [9, 284, 160, 308]
article-paragraph: Sir William Manning has accepted the Judgeship, vacant by the death of Judge Cheeke.: [9, 432, 160, 448]
divider: [324, 140, 474, 141]
divider: [796, 43, 946, 44]
ad-text: Sail every Wednesday and Saturday.: [823, 56, 920, 64]
ad-heading: MONDAY, 1st MAY, At 11 o'clock.: [965, 334, 1094, 344]
ad-text: FOR OAMARU.—SAMSON, s.s., on Tuesday, the 2nd May. Passengers by 7 a.m. train. Cargo till 3 p.m. Monday.: [796, 595, 947, 618]
ad-text: M'LANDRESS, HEPBURN, & CO. are instructed by Mrs Bogle (who is leaving for Europe) to sell by auction, at her residence, Dundas street, on Monday, 1st May, at 11 o'clock, the whole of her superior household furniture and effects. Without reserve.: [953, 72, 1105, 112]
ad-heading: MONDAY, 1st MAY, At 2 o'clock.: [967, 374, 1092, 384]
classified-ad: TO LET or LEASE, a new Six-roomed House, beautifully finished, with garden and lawn. Apply Crow Hotel.: [639, 886, 789, 916]
article-paragraph: The Hawea arrived at Wellington at 3.45 p.m. yesterday, and sailed for Nelson, Taranaki, and Manukau.: [166, 988, 317, 1012]
ad-southland-steamers: [796, 47, 946, 69]
article-paragraph: CHRISTCHURCH, April 29. The land sales yesterday amounted to over £11,000.: [9, 822, 160, 838]
article-paragraph: A ship to the south-ward was signalled at the Heads at 1 p.m. to-day, and the Govt. steamer is in attendance.: [166, 842, 317, 858]
article-paragraph: Having just received another shipment of the above excellent machines, we shall be glad to supply orders.: [323, 906, 475, 922]
ad-heading: I.O.O.F.: [698, 428, 729, 438]
column-3: [321, 30, 478, 1462]
steamship-icon: [796, 177, 830, 203]
article-paragraph: SIR,—Not having seen or heard of "Aquatic's" letter until late this morning, I have only time now to say that I shall be glad to explain to him (or anybody else) the cause of the delay which has taken place in the distribution of the prizes for swimming.: [166, 670, 317, 709]
divider: [481, 43, 631, 44]
ad-text: THE Ordinary Monthly Meeting for the Payment of Subscriptions, &c., will be held at the Company's Office, Temple Chambers, on Monday, 1st May, from 7 to 8 p.m.: [638, 555, 790, 587]
ad-town-mission: [639, 372, 789, 425]
divider: [166, 339, 316, 342]
headline: BY ELECTRIC TELEGRAPH.: [12, 679, 156, 691]
